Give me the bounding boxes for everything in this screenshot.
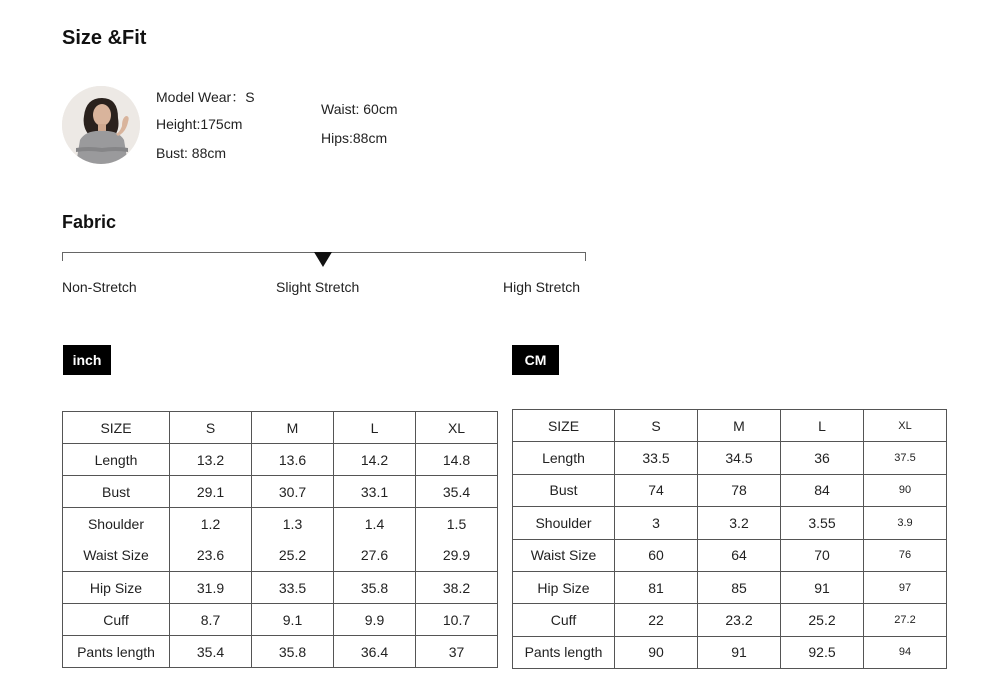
table-cell: 29.9 — [416, 540, 498, 572]
row-label: Pants length — [513, 636, 615, 668]
table-cell: 9.1 — [252, 604, 334, 636]
column-header-l: L — [781, 410, 864, 442]
table-cell: 94 — [864, 636, 947, 668]
table-cell: 23.2 — [698, 604, 781, 636]
model-waist: Waist: 60cm — [321, 101, 398, 117]
table-cell: 22 — [615, 604, 698, 636]
table-cell: 31.9 — [170, 572, 252, 604]
row-label: Shoulder — [513, 507, 615, 539]
table-row — [513, 442, 947, 474]
table-cell: 13.2 — [170, 444, 252, 476]
table-cell: 25.2 — [252, 540, 334, 572]
table-row — [63, 444, 498, 476]
row-label: Waist Size — [513, 539, 615, 571]
model-wear-size: Model Wear：S — [156, 89, 255, 105]
column-header-xl: XL — [416, 412, 498, 444]
table-row — [63, 476, 498, 508]
table-cell: 33.1 — [334, 476, 416, 508]
table-cell: 14.8 — [416, 444, 498, 476]
row-label: Bust — [63, 476, 170, 508]
table-cell: 1.5 — [416, 508, 498, 540]
stretch-label-slight: Slight Stretch — [276, 279, 360, 295]
table-cell: 70 — [781, 539, 864, 571]
table-cell: 3 — [615, 507, 698, 539]
table-cell: 90 — [864, 474, 947, 506]
table-cell: 35.4 — [170, 636, 252, 668]
unit-badge-inch: inch — [63, 345, 111, 375]
unit-badge-cm: CM — [512, 345, 559, 375]
table-row — [63, 604, 498, 636]
table-cell: 3.55 — [781, 507, 864, 539]
table-row — [513, 636, 947, 668]
table-header-row — [513, 410, 947, 442]
stretch-label-high: High Stretch — [503, 279, 581, 295]
row-label: Length — [513, 442, 615, 474]
row-label: Length — [63, 444, 170, 476]
table-cell: 25.2 — [781, 604, 864, 636]
row-label: Cuff — [63, 604, 170, 636]
table-cell: 30.7 — [252, 476, 334, 508]
row-label: Waist Size — [63, 540, 170, 572]
table-row — [63, 636, 498, 668]
size-table-cm — [512, 409, 947, 669]
table-cell: 78 — [698, 474, 781, 506]
table-cell: 1.2 — [170, 508, 252, 540]
table-row — [513, 474, 947, 506]
table-header-row — [63, 412, 498, 444]
table-cell: 3.9 — [864, 507, 947, 539]
model-hips: Hips:88cm — [321, 130, 388, 146]
row-label: Bust — [513, 474, 615, 506]
table-cell: 74 — [615, 474, 698, 506]
table-cell: 35.4 — [416, 476, 498, 508]
table-cell: 3.2 — [698, 507, 781, 539]
table-cell: 37 — [416, 636, 498, 668]
table-cell: 35.8 — [252, 636, 334, 668]
table-cell: 81 — [615, 571, 698, 603]
table-cell: 64 — [698, 539, 781, 571]
table-row — [63, 540, 498, 572]
table-cell: 36 — [781, 442, 864, 474]
column-header-m: M — [252, 412, 334, 444]
table-cell: 84 — [781, 474, 864, 506]
table-row — [63, 508, 498, 540]
column-header-size: SIZE — [513, 410, 615, 442]
fabric-title: Fabric — [62, 212, 117, 232]
table-cell: 23.6 — [170, 540, 252, 572]
row-label: Hip Size — [513, 571, 615, 603]
table-cell: 97 — [864, 571, 947, 603]
table-cell: 91 — [698, 636, 781, 668]
table-cell: 13.6 — [252, 444, 334, 476]
table-row — [513, 571, 947, 603]
table-cell: 29.1 — [170, 476, 252, 508]
table-cell: 34.5 — [698, 442, 781, 474]
table-cell: 33.5 — [252, 572, 334, 604]
column-header-xl: XL — [864, 410, 947, 442]
table-cell: 27.6 — [334, 540, 416, 572]
table-cell: 8.7 — [170, 604, 252, 636]
table-cell: 91 — [781, 571, 864, 603]
table-cell: 85 — [698, 571, 781, 603]
table-cell: 35.8 — [334, 572, 416, 604]
row-label: Shoulder — [63, 508, 170, 540]
table-cell: 33.5 — [615, 442, 698, 474]
table-cell: 1.3 — [252, 508, 334, 540]
size-table-inch — [62, 411, 498, 668]
table-cell: 27.2 — [864, 604, 947, 636]
table-cell: 36.4 — [334, 636, 416, 668]
column-header-m: M — [698, 410, 781, 442]
table-row — [513, 539, 947, 571]
column-header-s: S — [170, 412, 252, 444]
table-cell: 90 — [615, 636, 698, 668]
column-header-l: L — [334, 412, 416, 444]
row-label: Cuff — [513, 604, 615, 636]
table-cell: 14.2 — [334, 444, 416, 476]
table-cell: 9.9 — [334, 604, 416, 636]
table-cell: 1.4 — [334, 508, 416, 540]
model-bust: Bust: 88cm — [156, 145, 227, 161]
table-row — [513, 604, 947, 636]
table-cell: 10.7 — [416, 604, 498, 636]
column-header-s: S — [615, 410, 698, 442]
table-row — [513, 507, 947, 539]
stretch-label-non: Non-Stretch — [62, 279, 137, 295]
stretch-marker-icon — [314, 252, 332, 267]
row-label: Hip Size — [63, 572, 170, 604]
page-title: Size &Fit — [62, 27, 147, 49]
table-cell: 60 — [615, 539, 698, 571]
model-photo-icon — [62, 86, 140, 164]
table-cell: 76 — [864, 539, 947, 571]
column-header-size: SIZE — [63, 412, 170, 444]
table-cell: 38.2 — [416, 572, 498, 604]
table-cell: 37.5 — [864, 442, 947, 474]
table-row — [63, 572, 498, 604]
row-label: Pants length — [63, 636, 170, 668]
model-height: Height:175cm — [156, 116, 243, 132]
table-cell: 92.5 — [781, 636, 864, 668]
